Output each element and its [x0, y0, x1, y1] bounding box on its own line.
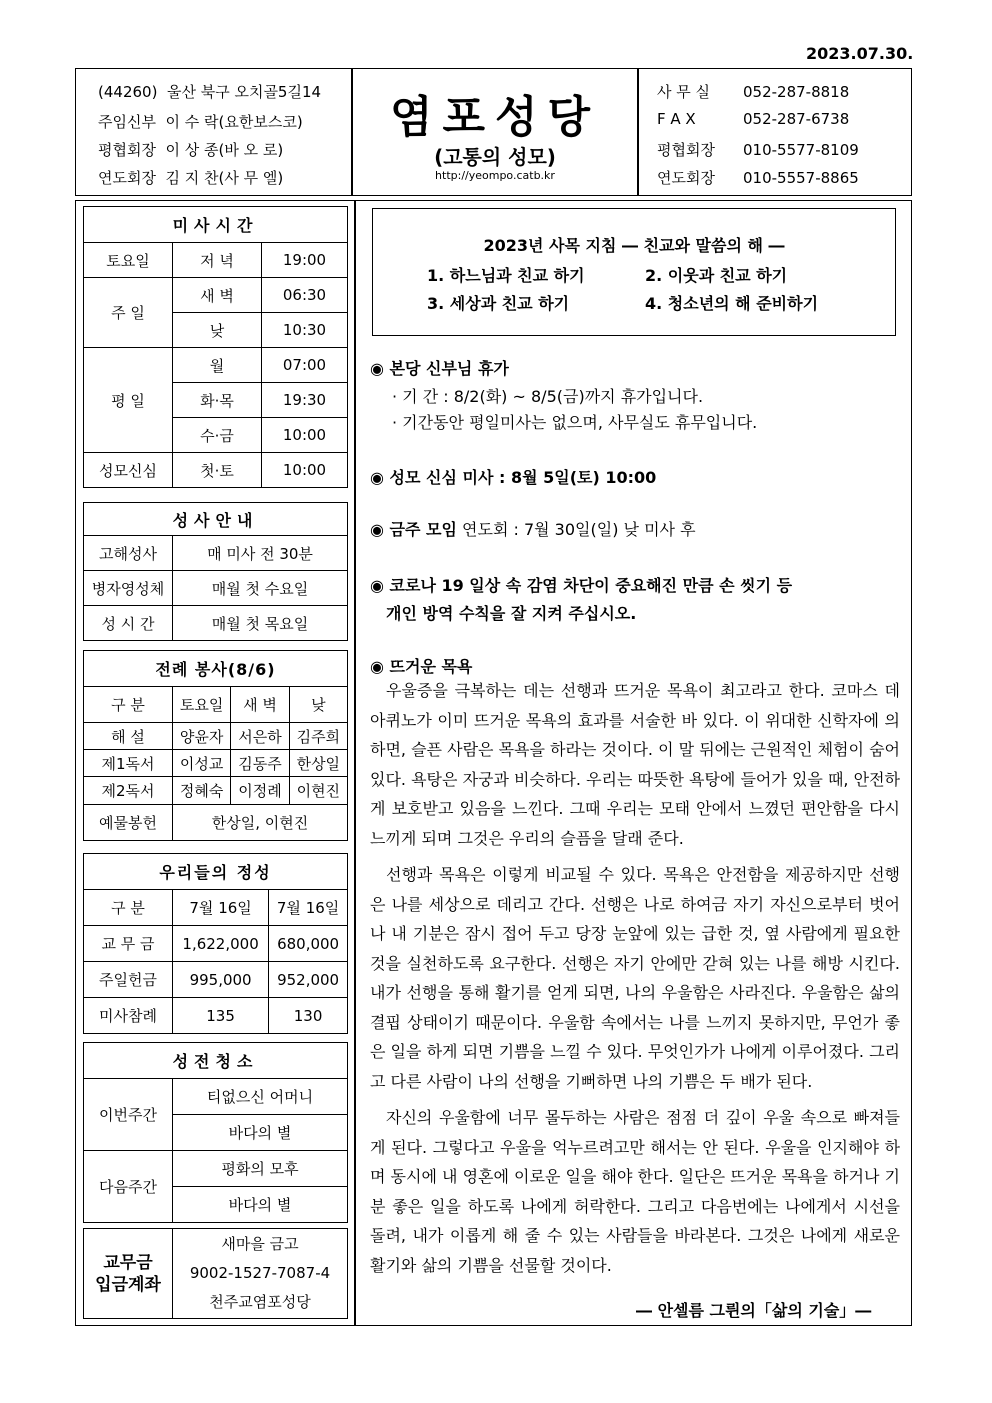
notice-vacation-title: ◉ 본당 신부님 휴가 [370, 359, 509, 378]
header-title-block [352, 68, 638, 196]
sacrament-value: 매 미사 전 30분 [173, 536, 348, 571]
server-name: 한상일 [289, 750, 347, 777]
header-row-pastor [98, 111, 303, 132]
liturgy-title: 전례 봉사(8/6) [84, 651, 348, 687]
contact-value: 010-5577-8109 [743, 141, 859, 159]
sacrament-value: 매월 첫 수요일 [173, 571, 348, 606]
cleaning-table [83, 1042, 348, 1223]
role-label: 해 설 [84, 723, 173, 750]
offering-table [83, 853, 348, 1034]
notice-meeting-body: 연도회 : 7월 30일(일) 낮 미사 후 [462, 520, 696, 539]
parish-title: 염포성당 [389, 92, 600, 143]
col-header: 7월 16일 [173, 890, 269, 926]
offering-label: 미사참례 [84, 998, 173, 1034]
pastor-name: 이 수 락(요한보스코) [165, 113, 303, 131]
server-name: 한상일, 이현진 [173, 805, 348, 841]
week-label: 다음주간 [84, 1151, 173, 1223]
cleaning-group: 티없으신 어머니 [173, 1079, 348, 1115]
server-name: 서은하 [231, 723, 289, 750]
time-label: 월 [173, 348, 262, 383]
account-info [173, 1229, 348, 1319]
notice-meeting [370, 517, 696, 540]
col-header: 낮 [289, 687, 347, 723]
role-label: 제2독서 [84, 777, 173, 805]
offering-amount: 1,622,000 [173, 926, 269, 962]
contact-label: 연도회장 [657, 169, 715, 187]
bank-name: 새마을 금고 [221, 1235, 299, 1253]
sacrament-label: 성 시 간 [84, 606, 173, 641]
motto-item: 2. 이웃과 친교 하기 [645, 266, 788, 285]
header-row-address [98, 81, 321, 102]
account-holder: 천주교염포성당 [209, 1293, 311, 1311]
account-number: 9002-1527-7087-4 [189, 1264, 331, 1282]
sacrament-value: 매월 첫 목요일 [173, 606, 348, 641]
contact-council [657, 139, 859, 160]
mass-times-title: 미사시간 [84, 207, 348, 243]
account-table [83, 1228, 348, 1319]
article-source: ― 안셀름 그륀의「삶의 기술」― [636, 1301, 872, 1320]
time-label: 새 벽 [173, 278, 262, 313]
bulletin-date: 2023.07.30. [806, 44, 914, 63]
yeondo-label: 연도회장 [98, 169, 156, 187]
council-name: 이 상 종(바 오 로) [165, 141, 284, 159]
role-label: 제1독서 [84, 750, 173, 777]
time-label: 저 녁 [173, 243, 262, 278]
parish-url[interactable]: http://yeompo.catb.kr [435, 169, 555, 182]
col-header: 새 벽 [231, 687, 289, 723]
day-label: 성모신심 [84, 453, 173, 488]
server-name: 이현진 [289, 777, 347, 805]
col-header: 토요일 [173, 687, 231, 723]
sacrament-table [83, 502, 348, 641]
header-info-left [75, 68, 352, 196]
notice-vacation-line: · 기간동안 평일미사는 없으며, 사무실도 휴무입니다. [392, 413, 758, 432]
header-row-council [98, 139, 283, 160]
contact-value: 010-5557-8865 [743, 169, 859, 187]
time-label: 첫·토 [173, 453, 262, 488]
article-paragraph-3: 자신의 우울함에 너무 몰두하는 사람은 점점 더 깊이 우울 속으로 빠져들게 된다. 그렇다고 우울을 억누르려고만 해서는 안 된다. 우울을 인지해야 하며 동시에 내 영혼에 이로운 일을 해야 한다. 일단은 뜨거운 목욕을 하거나 기분 좋은 일을 하도록 나에게 허락한다. 그리고 다음번에는 나에게서 시선을 돌려, 내가 이롭게 해 줄 수 있는 사람들을 바라본다. 그것은 나에게 새로운 활기와 삶의 기쁨을 선물할 것이다. [370, 1108, 900, 1275]
mass-time: 10:30 [262, 313, 348, 348]
offering-amount: 130 [269, 998, 348, 1034]
offering-label: 교 무 금 [84, 926, 173, 962]
mass-time: 07:00 [262, 348, 348, 383]
server-name: 이정례 [231, 777, 289, 805]
role-label: 예물봉헌 [84, 805, 173, 841]
server-name: 이성교 [173, 750, 231, 777]
sacrament-title: 성사안내 [84, 503, 348, 536]
offering-label: 주일헌금 [84, 962, 173, 998]
pastor-label: 주임신부 [98, 113, 156, 131]
cleaning-group: 바다의 별 [173, 1187, 348, 1223]
offering-amount: 952,000 [269, 962, 348, 998]
header-row-yeondo [98, 167, 283, 188]
contact-label: 사 무 실 [657, 83, 711, 101]
server-name: 정혜숙 [173, 777, 231, 805]
notice-meeting-title: ◉ 금주 모임 [370, 520, 457, 539]
col-header: 구 분 [84, 890, 173, 926]
notice-covid-line2: 개인 방역 수칙을 잘 지켜 주십시오. [386, 604, 637, 623]
header-contacts [638, 68, 912, 196]
motto-item: 4. 청소년의 해 준비하기 [645, 294, 819, 313]
offering-amount: 680,000 [269, 926, 348, 962]
col-header: 7월 16일 [269, 890, 348, 926]
mass-times-table [83, 206, 348, 488]
council-label: 평협회장 [98, 141, 156, 159]
day-label: 주 일 [84, 278, 173, 348]
mass-time: 19:30 [262, 383, 348, 418]
motto-item: 3. 세상과 친교 하기 [427, 294, 570, 313]
week-label: 이번주간 [84, 1079, 173, 1151]
cleaning-group: 평화의 모후 [173, 1151, 348, 1187]
mass-time: 06:30 [262, 278, 348, 313]
day-label: 평 일 [84, 348, 173, 453]
mass-time: 19:00 [262, 243, 348, 278]
offering-title: 우리들의 정성 [84, 854, 348, 890]
server-name: 김동주 [231, 750, 289, 777]
pastoral-motto-box [372, 208, 896, 336]
parish-subtitle: (고통의 성모) [434, 145, 556, 169]
cleaning-group: 바다의 별 [173, 1115, 348, 1151]
yeondo-name: 김 지 찬(사 무 엘) [165, 169, 284, 187]
motto-item: 1. 하느님과 친교 하기 [427, 266, 585, 285]
time-label: 화·목 [173, 383, 262, 418]
article-title: ◉ 뜨거운 목욕 [370, 657, 473, 676]
article-paragraph-2: 선행과 목욕은 이렇게 비교될 수 있다. 목욕은 안전함을 제공하지만 선행은 나를 세상으로 데리고 간다. 선행은 나로 하여금 자기 자신으로부터 벗어나 내 기분은 잠시 접어 두고 당장 눈앞에 있는 급한 것, 옆 사람에게 필요한 것을 실천하도록 요구한다. 선행은 자기 안에만 갇혀 있는 나를 해방 시킨다. 내가 선행을 통해 활기를 얻게 되면, 나의 우울함은 사라진다. 우울함은 삶의 결핍 상태이기 때문이다. 우울함 속에서는 나를 느끼지 못하지만, 무언가 좋은 일을 하게 되면 기쁨을 느낄 수 있다. 무엇인가가 나에게 이루어졌다. 그리고 다른 사람이 나의 선행을 기뻐하면 나의 기쁨은 두 배가 된다. [370, 865, 900, 1091]
account-label [84, 1229, 173, 1319]
cleaning-title: 성전청소 [84, 1043, 348, 1079]
time-label: 낮 [173, 313, 262, 348]
day-label: 토요일 [84, 243, 173, 278]
col-header: 구 분 [84, 687, 173, 723]
offering-amount: 135 [173, 998, 269, 1034]
account-label-2: 입금계좌 [95, 1274, 161, 1295]
article-paragraph-1: 우울증을 극복하는 데는 선행과 뜨거운 목욕이 최고라고 한다. 코마스 데 아퀴노가 이미 뜨거운 목욕의 효과를 서술한 바 있다. 이 위대한 신학자에 의하면, 슬픈 사람은 목욕을 하라는 것이다. 이 말 뒤에는 근원적인 체험이 숨어 있다. 욕탕은 자궁과 비슷하다. 우리는 따뜻한 욕탕에 들어가 있을 때, 안전하게 보호받고 있음을 느낀다. 그때 우리는 모태 안에서 느꼈던 편안함을 다시 느끼게 되며 그것은 우리의 슬픔을 달래 준다. [370, 681, 900, 848]
contact-value: 052-287-6738 [743, 110, 850, 128]
contact-fax [657, 110, 849, 128]
contact-office [657, 81, 849, 102]
motto-title: 2023년 사목 지침 ― 친교와 말씀의 해 ― [483, 236, 785, 255]
contact-yeondo [657, 167, 859, 188]
time-label: 수·금 [173, 418, 262, 453]
liturgy-table [83, 650, 348, 841]
postal-code: (44260) [98, 83, 158, 101]
offering-amount: 995,000 [173, 962, 269, 998]
contact-label: F A X [657, 110, 696, 128]
server-name: 양윤자 [173, 723, 231, 750]
sacrament-label: 고해성사 [84, 536, 173, 571]
contact-label: 평협회장 [657, 141, 715, 159]
sacrament-label: 병자영성체 [84, 571, 173, 606]
address: 울산 북구 오치골5길14 [166, 83, 322, 101]
notice-vacation-line: · 기 간 : 8/2(화) ~ 8/5(금)까지 휴가입니다. [392, 387, 704, 406]
notice-covid-line1: ◉ 코로나 19 일상 속 감염 차단이 중요해진 만큼 손 씻기 등 [370, 576, 793, 595]
account-label-1: 교무금 [103, 1252, 153, 1273]
server-name: 김주희 [289, 723, 347, 750]
mass-time: 10:00 [262, 453, 348, 488]
contact-value: 052-287-8818 [743, 83, 850, 101]
mass-time: 10:00 [262, 418, 348, 453]
notice-mary-mass: ◉ 성모 신심 미사 : 8월 5일(토) 10:00 [370, 468, 657, 487]
